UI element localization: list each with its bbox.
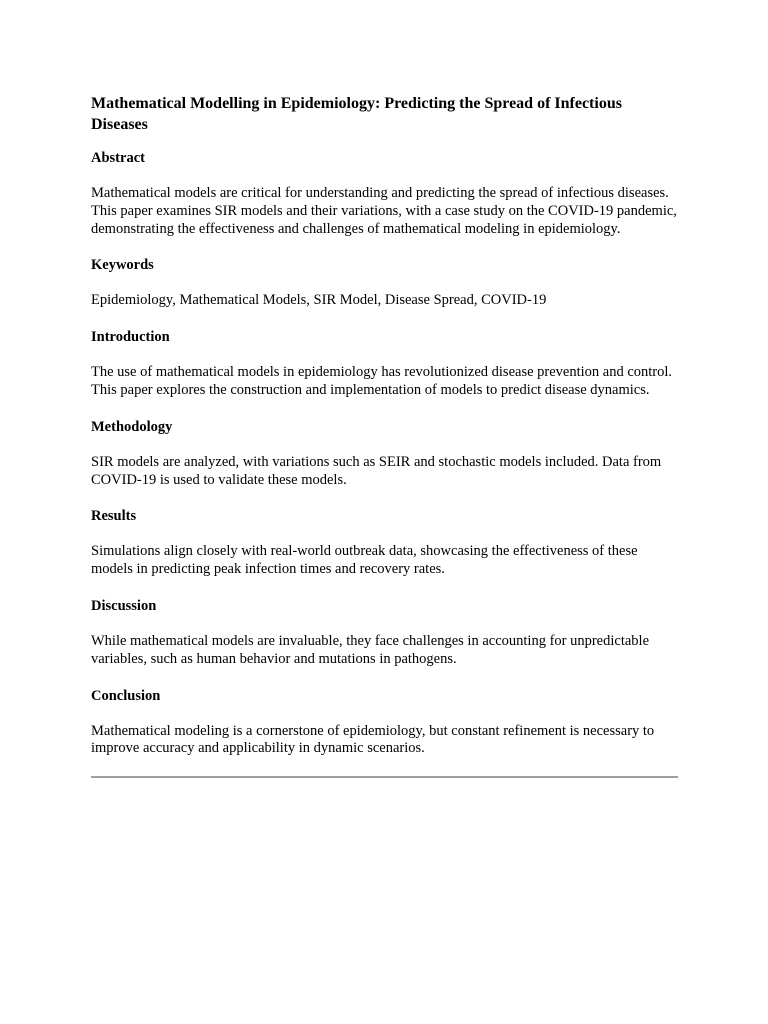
section-heading-keywords: Keywords: [91, 257, 154, 274]
section-body-discussion: While mathematical models are invaluable, they face challenges in accounting for unpredictable variables, such as human behavior and mutations in pathogens.: [91, 632, 650, 667]
section-body-methodology: SIR models are analyzed, with variations such as SEIR and stochastic models included. Data from COVID-19 is used to validate these models.: [91, 453, 662, 488]
section-heading-methodology: Methodology: [91, 418, 173, 435]
paper-title: Mathematical Modelling in Epidemiology: Predicting the Spread of Infectious Diseases: [91, 95, 622, 133]
section-body-keywords: Epidemiology, Mathematical Models, SIR Model, Disease Spread, COVID-19: [91, 292, 547, 309]
section-body-conclusion: Mathematical modeling is a cornerstone of epidemiology, but constant refinement is necessary to improve accuracy and applicability in dynamic scenarios.: [91, 722, 655, 757]
section-body-results: Simulations align closely with real-world outbreak data, showcasing the effectiveness of these models in predicting peak infection times and recovery rates.: [91, 543, 638, 578]
section-heading-abstract: Abstract: [91, 150, 145, 166]
section-heading-conclusion: Conclusion: [91, 687, 161, 704]
section-heading-discussion: Discussion: [91, 597, 157, 614]
section-body-abstract: Mathematical models are critical for understanding and predicting the spread of infectious diseases. This paper examines SIR models and their variations, with a case study on the COVID-19 pandemic, demonstrating the effectiveness and challenges of mathematical modeling in epidemiology.: [91, 185, 677, 237]
horizontal-rule: [91, 776, 678, 778]
section-heading-results: Results: [91, 508, 137, 525]
paper-page: [91, 93, 678, 778]
section-heading-introduction: Introduction: [91, 329, 170, 346]
section-body-introduction: The use of mathematical models in epidemiology has revolutionized disease prevention and control. This paper explores the construction and implementation of models to predict disease dynamics.: [91, 364, 673, 398]
